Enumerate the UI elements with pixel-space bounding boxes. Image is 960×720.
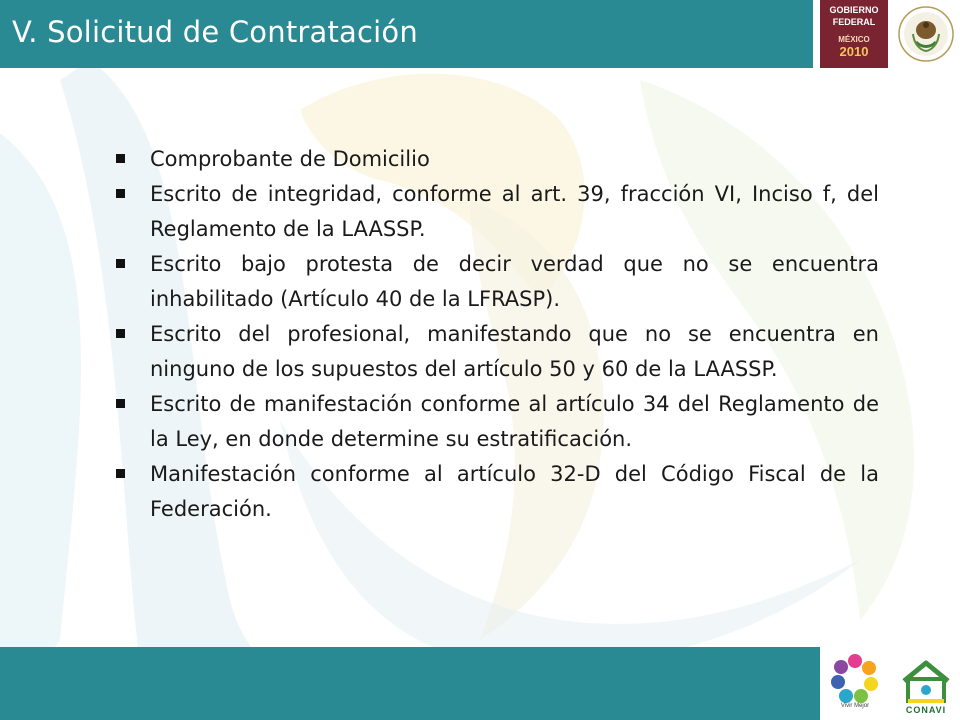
square-bullet-icon — [116, 189, 125, 198]
square-bullet-icon — [116, 399, 125, 408]
footer-bar — [0, 647, 960, 720]
list-item-text: Comprobante de Domicilio — [150, 147, 430, 171]
list-item-text: Escrito del profesional, manifestando que no se encuentra en ninguno de los supuestos del artículo 50 y 60 de la LAASSP. — [150, 322, 879, 381]
requirements-list — [116, 142, 879, 527]
title-bar — [0, 0, 960, 68]
list-item — [116, 142, 879, 177]
footer-logo-area — [820, 647, 960, 720]
mexico-coat-of-arms-icon — [896, 4, 956, 64]
list-item — [116, 247, 879, 317]
slide-content — [116, 142, 879, 527]
list-item-text: Escrito de integridad, conforme al art. 39, fracción VI, Inciso f, del Reglamento de la LAASSP. — [150, 182, 879, 241]
conavi-label: CONAVI — [905, 705, 947, 715]
square-bullet-icon — [116, 154, 125, 163]
list-item — [116, 317, 879, 387]
list-item-text: Escrito bajo protesta de decir verdad que no se encuentra inhabilitado (Artículo 40 de la LFRASP). — [150, 252, 879, 311]
square-bullet-icon — [116, 469, 125, 478]
list-item-text: Manifestación conforme al artículo 32-D del Código Fiscal de la Federación. — [150, 462, 879, 521]
gobierno-logo-line2: FEDERAL — [832, 17, 876, 27]
list-item — [116, 177, 879, 247]
gobierno-federal-logo — [820, 0, 888, 68]
gobierno-logo-line1: GOBIERNO — [829, 5, 879, 15]
list-item — [116, 457, 879, 527]
gobierno-logo-year: 2010 — [839, 44, 869, 59]
vivir-mejor-label: Vivir Mejor — [840, 703, 870, 709]
slide-title: V. Solicitud de Contratación — [12, 15, 418, 49]
list-item-text: Escrito de manifestación conforme al artículo 34 del Reglamento de la Ley, en donde determine su estratificación. — [150, 392, 879, 451]
square-bullet-icon — [116, 329, 125, 338]
list-item — [116, 387, 879, 457]
gobierno-logo-line3: MÉXICO — [838, 35, 870, 44]
square-bullet-icon — [116, 259, 125, 268]
